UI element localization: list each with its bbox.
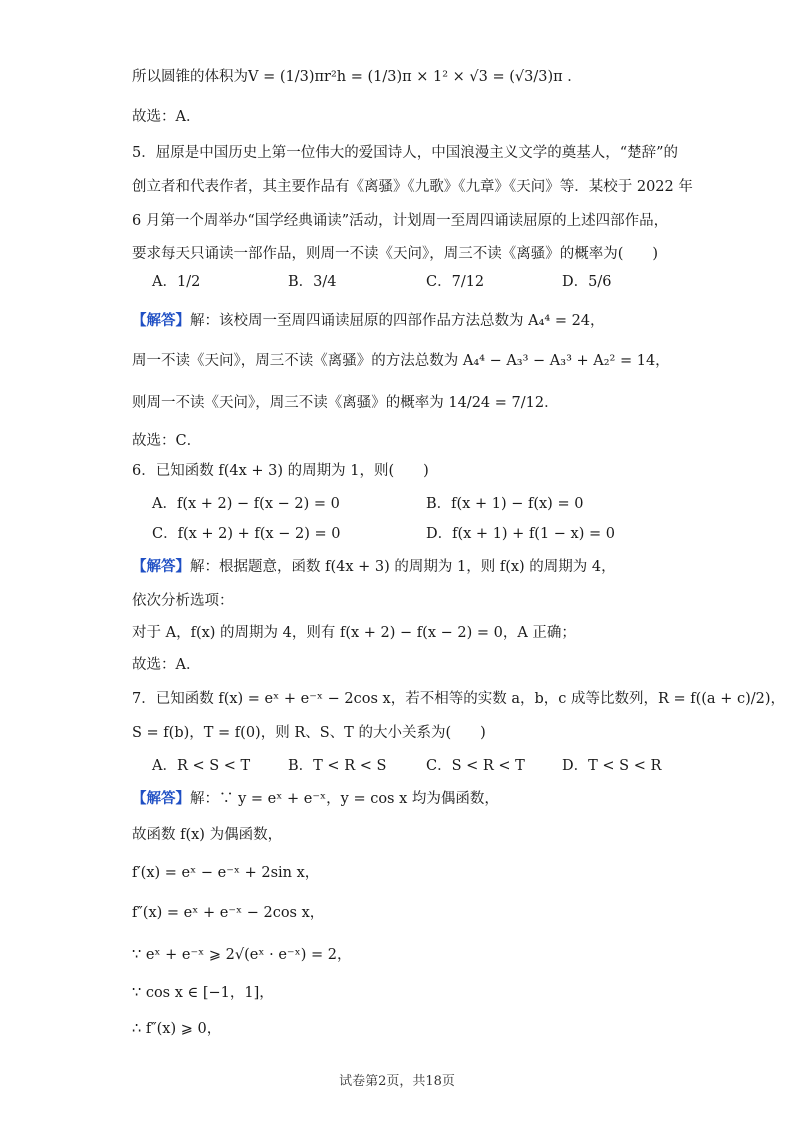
q5-solution-2: 周一不读《天问》，周三不读《离骚》的方法总数为 A₄⁴ − A₃³ − A₃³ + A₂² = 14， (132, 353, 670, 369)
q5-solution-1: 【解答】解：该校周一至周四诵读屈原的四部作品方法总数为 A₄⁴ = 24， (132, 312, 605, 329)
q5-option-a: A．1/2 (152, 274, 201, 290)
q7-option-d: D．T < S < R (562, 758, 662, 774)
q7-solution-1: 【解答】解：∵ y = eˣ + e⁻ˣ，y = cos x 均为偶函数， (132, 790, 499, 807)
q7-solution-2: 故函数 f(x) 为偶函数， (132, 827, 283, 843)
q7-stem-1: 7．已知函数 f(x) = eˣ + e⁻ˣ − 2cos x，若不相等的实数 a，b，c 成等比数列，R = f((a + c)/2)， (132, 691, 785, 707)
q5-solution-3: 则周一不读《天问》，周三不读《离骚》的概率为 14/24 = 7/12． (132, 395, 559, 411)
q7-solution-5: ∵ eˣ + e⁻ˣ ⩾ 2√(eˣ · e⁻ˣ) = 2， (132, 947, 352, 963)
q6-stem: 6．已知函数 f(4x + 3) 的周期为 1，则( ) (132, 463, 429, 479)
answer-line: 故选：A． (132, 109, 201, 125)
q5-option-b: B．3/4 (288, 274, 337, 290)
q5-stem-3: 6 月第一个周举办“国学经典诵读”活动，计划周一至周四诵读屈原的上述四部作品， (132, 213, 669, 229)
q5-stem-4: 要求每天只诵读一部作品，则周一不读《天问》，周三不读《离骚》的概率为( ) (132, 246, 659, 262)
q7-solution-7: ∴ f″(x) ⩾ 0， (132, 1021, 222, 1037)
q7-solution-3: f′(x) = eˣ − e⁻ˣ + 2sin x， (132, 865, 320, 881)
q7-option-c: C．S < R < T (426, 758, 525, 774)
solution-tag: 【解答】 (132, 790, 190, 807)
page-footer: 试卷第2页，共18页 (339, 1074, 455, 1089)
q6-option-c: C．f(x + 2) + f(x − 2) = 0 (152, 526, 341, 542)
q7-stem-2: S = f(b)，T = f(0)，则 R、S、T 的大小关系为( ) (132, 725, 486, 741)
q7-solution-4: f″(x) = eˣ + e⁻ˣ − 2cos x， (132, 905, 325, 921)
solution-tag: 【解答】 (132, 558, 190, 575)
q5-stem-1: 5．屈原是中国历史上第一位伟大的爱国诗人，中国浪漫主义文学的奠基人，“楚辞”的 (132, 145, 679, 161)
q6-solution-3: 对于 A，f(x) 的周期为 4，则有 f(x + 2) − f(x − 2) = 0，A 正确； (132, 625, 576, 641)
q6-option-a: A．f(x + 2) − f(x − 2) = 0 (152, 496, 340, 512)
solution-tag: 【解答】 (132, 312, 190, 329)
q6-option-b: B．f(x + 1) − f(x) = 0 (426, 496, 584, 512)
q5-solution-4: 故选：C． (132, 433, 202, 449)
q6-option-d: D．f(x + 1) + f(1 − x) = 0 (426, 526, 615, 542)
q6-solution-1: 【解答】解：根据题意，函数 f(4x + 3) 的周期为 1，则 f(x) 的周期为 4， (132, 558, 616, 575)
volume-line: 所以圆锥的体积为V = (1/3)πr²h = (1/3)π × 1² × √3 = (√3/3)π ． (132, 69, 582, 85)
q5-option-d: D．5/6 (562, 274, 612, 290)
q7-option-a: A．R < S < T (152, 758, 251, 774)
q6-solution-2: 依次分析选项： (132, 593, 234, 609)
q5-stem-2: 创立者和代表作者，其主要作品有《离骚》《九歌》《九章》《天问》等．某校于 2022 年 (132, 179, 693, 195)
q7-solution-6: ∵ cos x ∈ [−1，1]， (132, 985, 274, 1001)
q5-option-c: C．7/12 (426, 274, 485, 290)
q7-option-b: B．T < R < S (288, 758, 387, 774)
q6-solution-4: 故选：A． (132, 657, 201, 673)
